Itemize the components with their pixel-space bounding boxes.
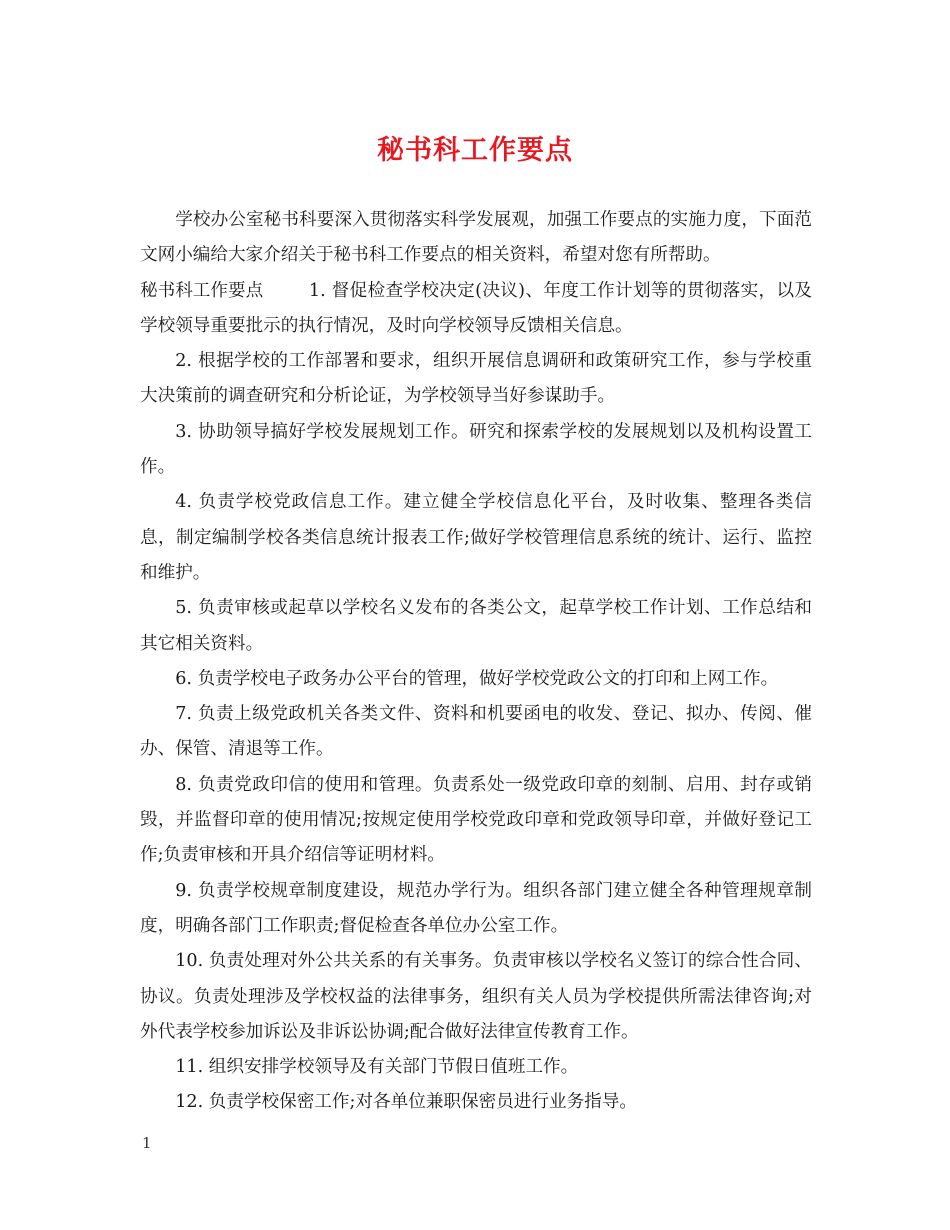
item-paragraph-3: 3. 协助领导搞好学校发展规划工作。研究和探索学校的发展规划以及机构设置工作。 [140,421,812,478]
item-paragraph-12: 12. 负责学校保密工作;对各单位兼职保密员进行业务指导。 [175,1092,637,1113]
item-paragraph-8: 8. 负责党政印信的使用和管理。负责系处一级党政印章的刻制、启用、封存或销毁，并监督印章的使用情况;按规定使用学校党政印章和党政领导印章，并做好登记工作;负责审核和开具介绍信等证明材料。 [140,774,812,866]
item-paragraph-7: 7. 负责上级党政机关各类文件、资料和机要函电的收发、登记、拟办、传阅、催办、保管、清退等工作。 [140,704,812,760]
item-paragraph-2: 2. 根据学校的工作部署和要求，组织开展信息调研和政策研究工作，参与学校重大决策前的调查研究和分析论证，为学校领导当好参谋助手。 [140,351,812,407]
section-label: 秘书科工作要点 [140,280,264,301]
item-paragraph-11: 11. 组织安排学校领导及有关部门节假日值班工作。 [175,1057,579,1078]
document-body [140,203,812,1121]
item-paragraph-1 [140,274,812,345]
item-paragraph-9: 9. 负责学校规章制度建设，规范办学行为。组织各部门建立健全各种管理规章制度，明确各部门工作职责;督促检查各单位办公室工作。 [140,880,812,936]
item-paragraph-5: 5. 负责审核或起草以学校名义发布的各类公文，起草学校工作计划、工作总结和其它相关资料。 [140,598,812,654]
item-paragraph-4: 4. 负责学校党政信息工作。建立健全学校信息化平台，及时收集、整理各类信息，制定编制学校各类信息统计报表工作;做好学校管理信息系统的统计、运行、监控和维护。 [140,492,812,583]
item-paragraph-10: 10. 负责处理对外公共关系的有关事务。负责审核以学校名义签订的综合性合同、协议。负责处理涉及学校权益的法律事务，组织有关人员为学校提供所需法律咨询;对外代表学校参加诉讼及非诉讼协调;配合做好法律宣传教育工作。 [140,951,812,1042]
page-title: 秘书科工作要点 [377,135,573,166]
page-number: 1 [142,1134,152,1152]
item-text-1: 1. 督促检查学校决定(决议)、年度工作计划等的贯彻落实，以及学校领导重要批示的执行情况，及时向学校领导反馈相关信息。 [140,280,812,336]
item-paragraph-6: 6. 负责学校电子政务办公平台的管理，做好学校党政公文的打印和上网工作。 [175,668,779,689]
intro-paragraph: 学校办公室秘书科要深入贯彻落实科学发展观，加强工作要点的实施力度，下面范文网小编给大家介绍关于秘书科工作要点的相关资料，希望对您有所帮助。 [140,210,812,266]
